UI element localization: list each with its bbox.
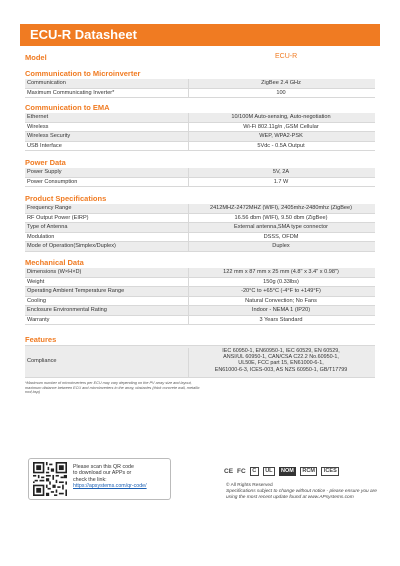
- model-value: ECU-R: [275, 53, 298, 60]
- row-key: Type of Antenna: [27, 224, 68, 230]
- table-power: [25, 168, 375, 187]
- row-value: 3 Years Standard: [188, 316, 373, 326]
- row-value: WEP, WPA2-PSK: [188, 132, 373, 142]
- compliance-value: [188, 348, 373, 377]
- row-value: 5V, 2A: [188, 168, 373, 178]
- table-row: [25, 223, 375, 233]
- table-row: [25, 168, 375, 178]
- table-product: [25, 204, 375, 252]
- row-key: Mode of Operation(Simplex/Duplex): [27, 243, 116, 249]
- row-key: Dimensions (W×H×D): [27, 269, 82, 275]
- row-value: ZigBee 2.4 GHz: [188, 79, 373, 89]
- section-title-mechanical: Mechanical Data: [25, 258, 84, 267]
- row-value: Duplex: [188, 242, 373, 252]
- row-key: Ethernet: [27, 114, 49, 120]
- qr-line: check the link:: [73, 476, 107, 483]
- table-row: [25, 233, 375, 243]
- row-key: Maximum Communicating Inverter*: [27, 89, 115, 96]
- row-value: -20°C to +65°C (-4°F to +149°F): [188, 287, 373, 297]
- footnote: *Maximum number of microinverters per ECU may vary depending on the PV array size and layout, maximum distance between ECU and microinverters in the array, obstacles (thick concrete wall, metallic roof,bsp): [25, 381, 200, 395]
- table-mechanical: [25, 268, 375, 325]
- compliance-line: ANSI/UL 60950-1, CAN/CSA C22.2 No.60950-1,: [223, 354, 339, 361]
- certification-mark-icon: ICES: [321, 467, 339, 476]
- row-key: Wireless Security: [27, 133, 71, 139]
- table-row: [25, 297, 375, 307]
- table-row: [25, 142, 375, 152]
- page-title: ECU-R Datasheet: [30, 27, 137, 42]
- qr-link[interactable]: https://apsystems.com/qr-code/: [73, 483, 147, 490]
- row-key: Frequency Range: [27, 205, 72, 211]
- table-row: [25, 178, 375, 188]
- row-key: Wireless: [27, 123, 49, 130]
- row-value: 5Vdc - 0.5A Output: [188, 142, 373, 152]
- table-row: [25, 287, 375, 297]
- table-row: [25, 278, 375, 288]
- table-microinverter: [25, 79, 375, 98]
- certification-mark-icon: RCM: [300, 467, 318, 476]
- compliance-line: UL50E, FCC part 15, EN61000-6-1,: [238, 360, 324, 367]
- row-key: Power Supply: [27, 169, 62, 175]
- certification-mark-icon: NOM: [281, 468, 294, 474]
- rights-notice: [226, 483, 386, 500]
- table-ema: [25, 113, 375, 151]
- table-row: [25, 132, 375, 142]
- row-value: 100: [188, 89, 373, 99]
- row-value: 1.7 W: [188, 178, 373, 188]
- table-row: [25, 316, 375, 326]
- model-row: [25, 53, 375, 63]
- qr-panel: [28, 458, 171, 500]
- table-row: [25, 306, 375, 316]
- row-value: Wi-Fi 802.11g/n ,GSM Cellular: [188, 123, 373, 133]
- table-row: [25, 89, 375, 99]
- row-key: Operating Ambient Temperature Range: [27, 288, 125, 294]
- row-value: External antenna,SMA type connector: [188, 223, 373, 233]
- row-key: Weight: [27, 278, 45, 285]
- row-key: Cooling: [27, 297, 46, 304]
- compliance-line: IEC 60950-1, EN60950-1, IEC 60529, EN 60529,: [222, 348, 340, 354]
- compliance-row: [25, 345, 375, 378]
- row-key: Enclosure Environmental Rating: [27, 307, 107, 313]
- row-value: 122 mm x 87 mm x 25 mm (4.8" x 3.4" x 0.98"): [188, 268, 373, 278]
- table-row: [25, 268, 375, 278]
- row-key: Modulation: [27, 233, 55, 240]
- section-title-product: Product Specifications: [25, 194, 107, 203]
- row-key: USB Interface: [27, 142, 62, 149]
- row-value: DSSS, OFDM: [188, 233, 373, 243]
- certification-mark-icon: CE: [224, 467, 234, 475]
- row-value: Natural Convection; No Fans: [188, 297, 373, 307]
- qr-code-icon[interactable]: [33, 462, 67, 496]
- qr-line: Please scan this QR code: [73, 464, 134, 470]
- model-label: Model: [25, 53, 47, 62]
- section-title-power: Power Data: [25, 158, 66, 167]
- qr-line: to download our APPs or: [73, 470, 132, 477]
- table-row: [25, 204, 375, 214]
- table-row: [25, 79, 375, 89]
- copyright-text: © All Rights Reserved: [226, 483, 273, 488]
- compliance-line: EN61000-6-3, ICES-003, AS NZS 60950-1, GB/T17799: [214, 366, 348, 373]
- table-row: [25, 123, 375, 133]
- section-title-features: Features: [25, 335, 57, 344]
- row-value: Indoor - NEMA 1 (IP20): [188, 306, 373, 316]
- row-key: Communication: [27, 80, 66, 86]
- row-key: Warranty: [27, 316, 50, 323]
- row-value: 150g (0.33lbs): [188, 278, 373, 288]
- header-bar: [20, 24, 380, 46]
- section-title-ema: Communication to EMA: [25, 103, 110, 112]
- certification-marks: [224, 465, 339, 477]
- certification-mark-icon: C: [250, 467, 259, 476]
- section-title-microinverter: Communication to Microinverter: [25, 69, 141, 78]
- table-row: [25, 242, 375, 252]
- qr-instructions: [73, 464, 168, 490]
- row-value: 10/100M Auto-sensing, Auto-negotiation: [188, 113, 373, 123]
- certification-mark-icon: UL: [263, 467, 275, 476]
- row-key: Power Consumption: [27, 178, 78, 185]
- row-value: 16.56 dbm (WIFI), 9.50 dbm (ZigBee): [188, 214, 373, 224]
- table-row: [25, 113, 375, 123]
- compliance-label: Compliance: [27, 358, 57, 364]
- row-key: RF Output Power (EIRP): [27, 214, 89, 221]
- certification-mark-icon: FC: [237, 467, 246, 475]
- table-row: [25, 214, 375, 224]
- specifications-note: Specifications subject to change without notice - please ensure you are using the most recent update found at www.APsystems.com: [226, 488, 377, 500]
- row-value: 2412MHZ-2472MHZ (WIFI), 2405mhz-2480mhz (ZigBee): [188, 204, 373, 214]
